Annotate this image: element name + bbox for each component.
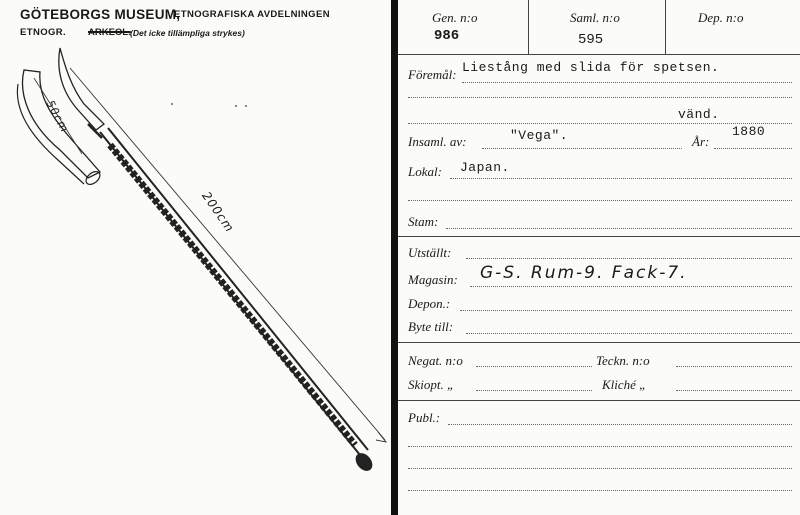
magasin-value: G-S. Rum-9. Fack-7.: [480, 263, 688, 283]
byte-till-label: Byte till:: [408, 319, 454, 334]
department-name: ETNOGRAFISKA AVDELNINGEN: [174, 9, 330, 20]
etnogr-label: ETNOGR.: [20, 27, 67, 38]
dep-label: Dep. n:o: [698, 10, 744, 25]
ar-value: 1880: [732, 124, 766, 139]
saml-value: 595: [578, 32, 604, 48]
lokal-value: Japan.: [460, 160, 510, 175]
teckn-label: Teckn. n:o: [596, 353, 650, 368]
foremal-label: Föremål:: [408, 67, 457, 82]
ar-label: År:: [692, 134, 710, 149]
strike-note: (Det icke tillämpliga strykes): [130, 28, 245, 38]
foremal-continuation: vänd.: [678, 107, 720, 122]
catalog-card: [398, 0, 800, 515]
pole-drawing: [100, 128, 376, 474]
kliche-label: Kliché „: [602, 377, 647, 392]
saml-label: Saml. n:o: [570, 10, 620, 25]
insaml-label: Insaml. av:: [408, 134, 467, 149]
annotation-200cm: 200cm: [199, 189, 238, 235]
card-edge-border: [391, 0, 398, 515]
naginata-sketch: [0, 0, 391, 515]
arkeol-label-struck: ARKEOL.: [88, 27, 131, 38]
museum-name: GÖTEBORGS MUSEUM,: [20, 7, 181, 22]
utstallt-label: Utställt:: [408, 245, 452, 260]
annotation-50cm: 50cm: [43, 98, 72, 135]
gen-value: 986: [434, 28, 460, 44]
lokal-label: Lokal:: [408, 164, 442, 179]
magasin-label: Magasin:: [408, 272, 458, 287]
depon-label: Depon.:: [408, 296, 451, 311]
insaml-value: "Vega".: [510, 128, 569, 143]
skiopt-label: Skiopt. „: [408, 377, 455, 392]
dimension-line-long: [70, 68, 385, 440]
publ-label: Publ.:: [408, 410, 441, 425]
negat-label: Negat. n:o: [408, 353, 463, 368]
gen-label: Gen. n:o: [432, 10, 478, 25]
foremal-value: Liestång med slida för spetsen.: [462, 60, 720, 75]
stam-label: Stam:: [408, 214, 439, 229]
